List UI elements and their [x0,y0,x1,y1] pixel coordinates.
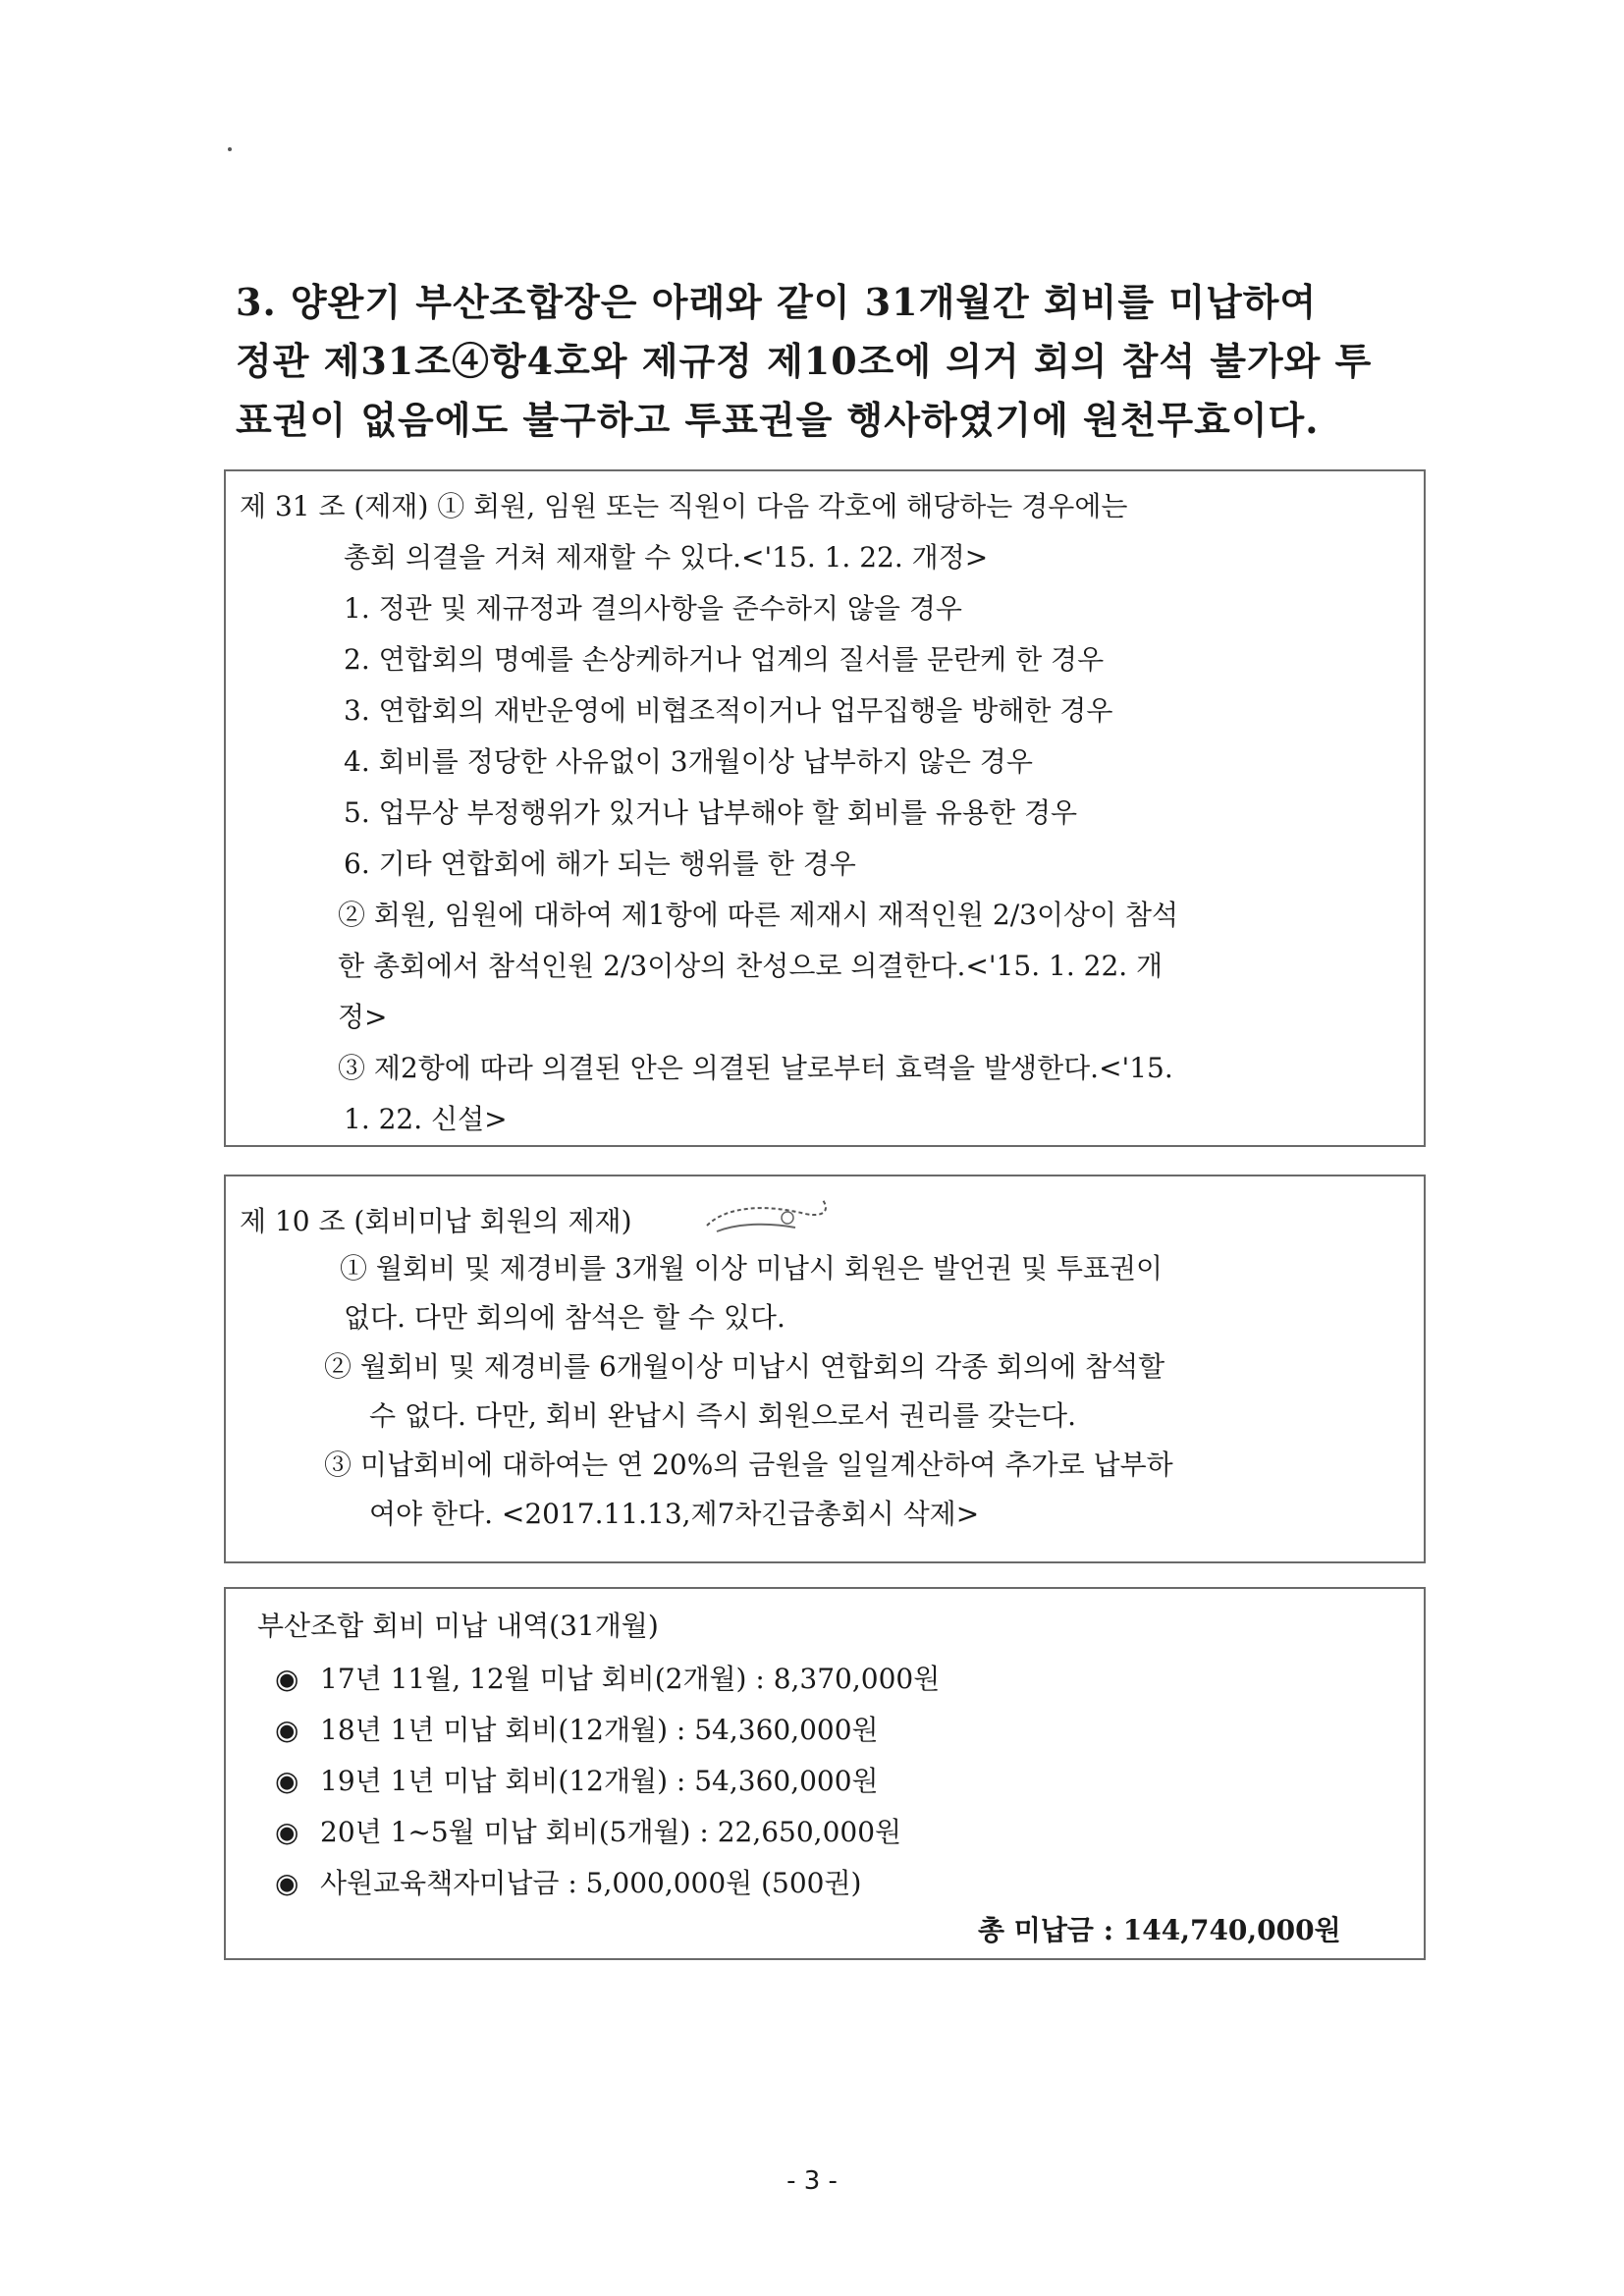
article-31-line: 한 총회에서 참석인원 2/3이상의 찬성으로 의결한다.<'15. 1. 22. 개 [338,950,1164,982]
article-31-line: 2. 연합회의 명예를 손상케하거나 업계의 질서를 문란케 한 경우 [344,643,1105,676]
summary-total: 총 미납금 : 144,740,000원 [978,1914,1341,1946]
heading-line: 3. 양완기 부산조합장은 아래와 같이 31개월간 회비를 미납하여 [236,280,1318,324]
article-31-line: 총회 의결을 거쳐 제재할 수 있다.<'15. 1. 22. 개정> [344,541,989,574]
article-31-line: ② 회원, 임원에 대하여 제1항에 따른 제재시 재적인원 2/3이상이 참석 [338,899,1179,931]
bullet-icon: ◉ [275,1765,299,1797]
article-10-line: 여야 한다. <2017.11.13,제7차긴급총회시 삭제> [369,1498,980,1530]
bullet-icon: ◉ [275,1816,299,1848]
summary-item: ◉ 17년 11월, 12월 미납 회비(2개월) : 8,370,000원 [275,1660,940,1699]
article-10-line: ① 월회비 및 제경비를 3개월 이상 미납시 회원은 발언권 및 투표권이 [340,1252,1164,1285]
summary-item: ◉ 19년 1년 미납 회비(12개월) : 54,360,000원 [275,1762,879,1801]
article-10-line: 없다. 다만 회의에 참석은 할 수 있다. [344,1301,785,1334]
page-number: - 3 - [786,2166,838,2196]
article-31-line: 제 31 조 (제재) ① 회원, 임원 또는 직원이 다음 각호에 해당하는 경우에는 [240,490,1128,522]
article-31-line: 6. 기타 연합회에 해가 되는 행위를 한 경우 [344,847,856,880]
article-31-line: 1. 정관 및 제규정과 결의사항을 준수하지 않을 경우 [344,592,962,625]
heading-line: 정관 제31조④항4호와 제규정 제10조에 의거 회의 참석 불가와 투 [236,339,1373,383]
summary-item: ◉ 사원교육책자미납금 : 5,000,000원 (500권) [275,1864,861,1903]
article-10-title: 제 10 조 (회비미납 회원의 제재) [240,1205,632,1237]
article-31-line: 정> [338,1001,388,1033]
article-10-line: ③ 미납회비에 대하여는 연 20%의 금원을 일일계산하여 추가로 납부하 [324,1449,1173,1481]
article-31-line: 3. 연합회의 재반운영에 비협조적이거나 업무집행을 방해한 경우 [344,694,1113,727]
summary-item: ◉ 18년 1년 미납 회비(12개월) : 54,360,000원 [275,1711,879,1750]
bullet-icon: ◉ [275,1663,299,1695]
article-31-line: 1. 22. 신설> [344,1103,508,1135]
article-31-line: ③ 제2항에 따라 의결된 안은 의결된 날로부터 효력을 발생한다.<'15. [338,1052,1173,1084]
summary-title: 부산조합 회비 미납 내역(31개월) [257,1610,659,1642]
bullet-icon: ◉ [275,1714,299,1746]
speck-mark [228,147,232,151]
bullet-icon: ◉ [275,1867,299,1899]
article-10-line: 수 없다. 다만, 회비 완납시 즉시 회원으로서 권리를 갖는다. [369,1399,1077,1432]
article-31-line: 4. 회비를 정당한 사유없이 3개월이상 납부하지 않은 경우 [344,745,1033,778]
article-31-line: 5. 업무상 부정행위가 있거나 납부해야 할 회비를 유용한 경우 [344,796,1078,829]
section-heading [236,273,1414,450]
summary-item: ◉ 20년 1~5월 미납 회비(5개월) : 22,650,000원 [275,1813,901,1852]
article-10-line: ② 월회비 및 제경비를 6개월이상 미납시 연합회의 각종 회의에 참석할 [324,1350,1165,1383]
stamp-mark-icon [530,1188,835,1247]
heading-line: 표권이 없음에도 불구하고 투표권을 행사하였기에 원천무효이다. [236,398,1320,442]
